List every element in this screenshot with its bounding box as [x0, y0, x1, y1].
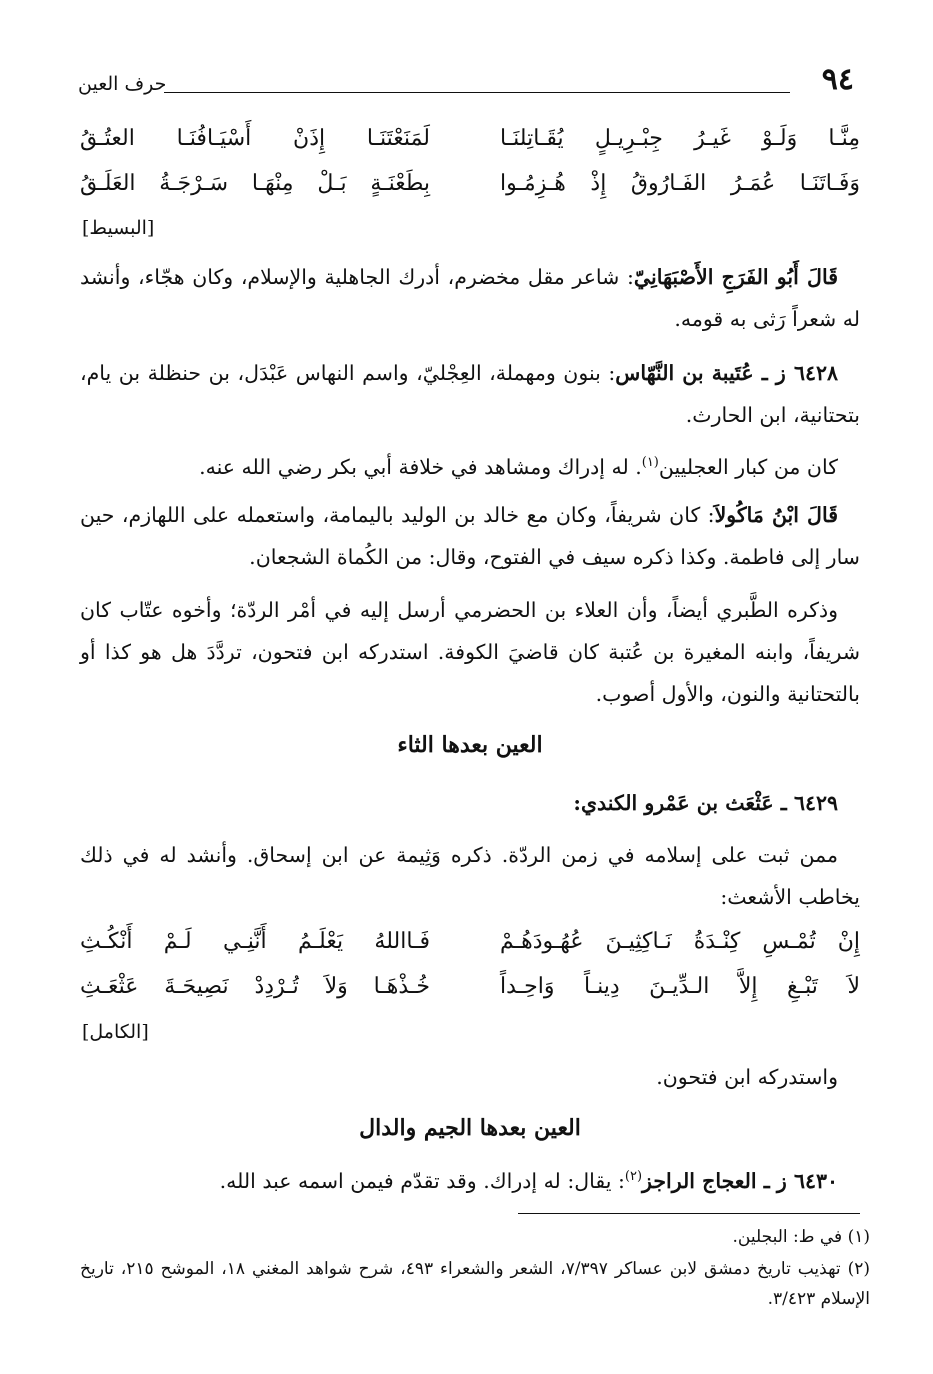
entry-6428 — [80, 352, 860, 436]
paragraph-3 — [80, 446, 860, 488]
poem1-verse-1-first-hemistich: مِنَّـا وَلَـوْ غَيـرُ جِبْـرِيـلٍ يُقَـاتِلنَـا — [500, 126, 860, 151]
paragraph-1 — [80, 256, 860, 340]
poem1-verse-2 — [80, 162, 860, 206]
poem2-after: واستدركه ابن فتحون. — [656, 1065, 838, 1089]
footnote-separator — [518, 1213, 860, 1214]
paragraph-3-text: كان من كبار العجليين — [658, 455, 838, 479]
poem1-verse-1-second-hemistich: لَمَنَعْتَنَـا إِذَنْ أَسْيَـافُنَـا العتُـقُ — [80, 126, 430, 151]
poem2-verse-1-first-hemistich: إِنْ تُمْـسِ كِنْـدَةُ نَـاكِثِيـنَ عُهُـودَهُـمْ — [500, 929, 860, 954]
poem1-verse-2-first-hemistich: وَفَـاتَنَـا عُمَـرُ الفَـارُوقُ إِذْ هُـزِمُـوا — [500, 171, 860, 196]
entry-6428-title: ٦٤٢٨ ز ـ عُتَيبة بن النَّهّاس — [615, 361, 839, 385]
section-heading-tha: العين بعدها الثاء — [397, 732, 543, 758]
footnote-1: (١) في ط: البجلين. — [732, 1227, 870, 1247]
poem2-verse-2-second-hemistich: خُـذْهَـا وَلاَ تُـرْدِدْ نَصِيحَـةَ عَثْعَـثِ — [80, 974, 430, 999]
paragraph-4-source: قَالَ ابْنُ مَاكُولاَ — [714, 503, 838, 527]
paragraph-4 — [80, 494, 860, 578]
entry-6430-title: ٦٤٣٠ ز ـ العجاج الراجز — [642, 1169, 838, 1193]
poem1-meter: [البسيط] — [82, 217, 155, 239]
paragraph-3-text-2: . له إدراك ومشاهد في خلافة أبي بكر رضي الله عنه. — [199, 455, 642, 479]
paragraph-1-text: : شاعر مقل مخضرم، أدرك الجاهلية والإسلام، وكان هجّاء، وأنشد له شعراً رَثى به قومه. — [80, 265, 860, 331]
entry-6429-title: ٦٤٢٩ ـ عَثْعَث بن عَمْرو الكندي: — [573, 791, 838, 815]
entry-6429-text: ممن ثبت على إسلامه في زمن الردّة. ذكره وَثِيمة عن ابن إسحاق. وأنشد له في ذلك يخاطب الأشعث: — [80, 843, 860, 909]
paragraph-4-text: : كان شريفاً، وكان مع خالد بن الوليد باليمامة، واستعمله على اللهازم، حين سار إلى فاطمة. وكذا ذكره سيف في الفتوح، وقال: من الكُماة الشجعان. — [80, 503, 860, 569]
poem2-verse-2-first-hemistich: لاَ تَبْـغِ إِلاَّ الـدِّيـنَ دِينـاً وَاحِـداً — [500, 974, 860, 999]
footnote-2: (٢) تهذيب تاريخ دمشق لابن عساكر ٧/٣٩٧، الشعر والشعراء ٤٩٣، شرح شواهد المغني ١٨، الموشح ٢١٥، تاريخ الإسلام ٣/٤٢٣. — [80, 1259, 870, 1309]
footnote-ref-2: (٢) — [624, 1169, 643, 1185]
poem1-verse-1 — [80, 117, 860, 161]
entry-6429-title-line — [80, 782, 860, 824]
page-number: ٩٤ — [821, 62, 854, 97]
poem2-verse-1-second-hemistich: فَـااللهُ يَعْلَـمُ أَنَّنِـي لَـمْ أَنْكُـثِ — [80, 929, 430, 954]
header-rule — [164, 92, 790, 93]
poem2-verse-2 — [80, 965, 860, 1009]
footnote-ref-1: (١) — [641, 455, 659, 471]
poem2-verse-1 — [80, 920, 860, 964]
section-heading-jim-dal: العين بعدها الجيم والدال — [359, 1115, 581, 1141]
entry-6428-text: : بنون ومهملة، العِجْليّ، واسم النهاس عَبْدَل، بن حنظلة بن يام، بتحتانية، ابن الحارث. — [80, 361, 860, 427]
page-header — [78, 62, 854, 102]
poem2-meter: [الكامل] — [82, 1021, 149, 1043]
paragraph-5-text: وذكره الطَّبري أيضاً، وأن العلاء بن الحضرمي أرسل إليه في أمْر الردّة؛ وأخوه عتّاب كان شريفاً، وابنه المغيرة بن عُتبة كان قاضيَ الكوفة. استدركه ابن فتحون، تردَّدَ هل هو كذا أو بالتحتانية والنون، والأول أصوب. — [80, 598, 860, 706]
entry-6430 — [80, 1160, 860, 1202]
poem1-verse-2-second-hemistich: بِطَعْنَـةٍ بَـلْ مِنْهَـا سَـرْجَـةُ العَلَـقُ — [80, 171, 430, 196]
paragraph-1-source: قَالَ أَبُو الفَرَجِ الأَصْبَهَانِيّ — [633, 265, 838, 289]
entry-6430-text: : يقال: له إدراك. وقد تقدّم فيمن اسمه عبد الله. — [219, 1169, 625, 1193]
running-title: حرف العين — [78, 73, 167, 95]
paragraph-5 — [80, 589, 860, 715]
